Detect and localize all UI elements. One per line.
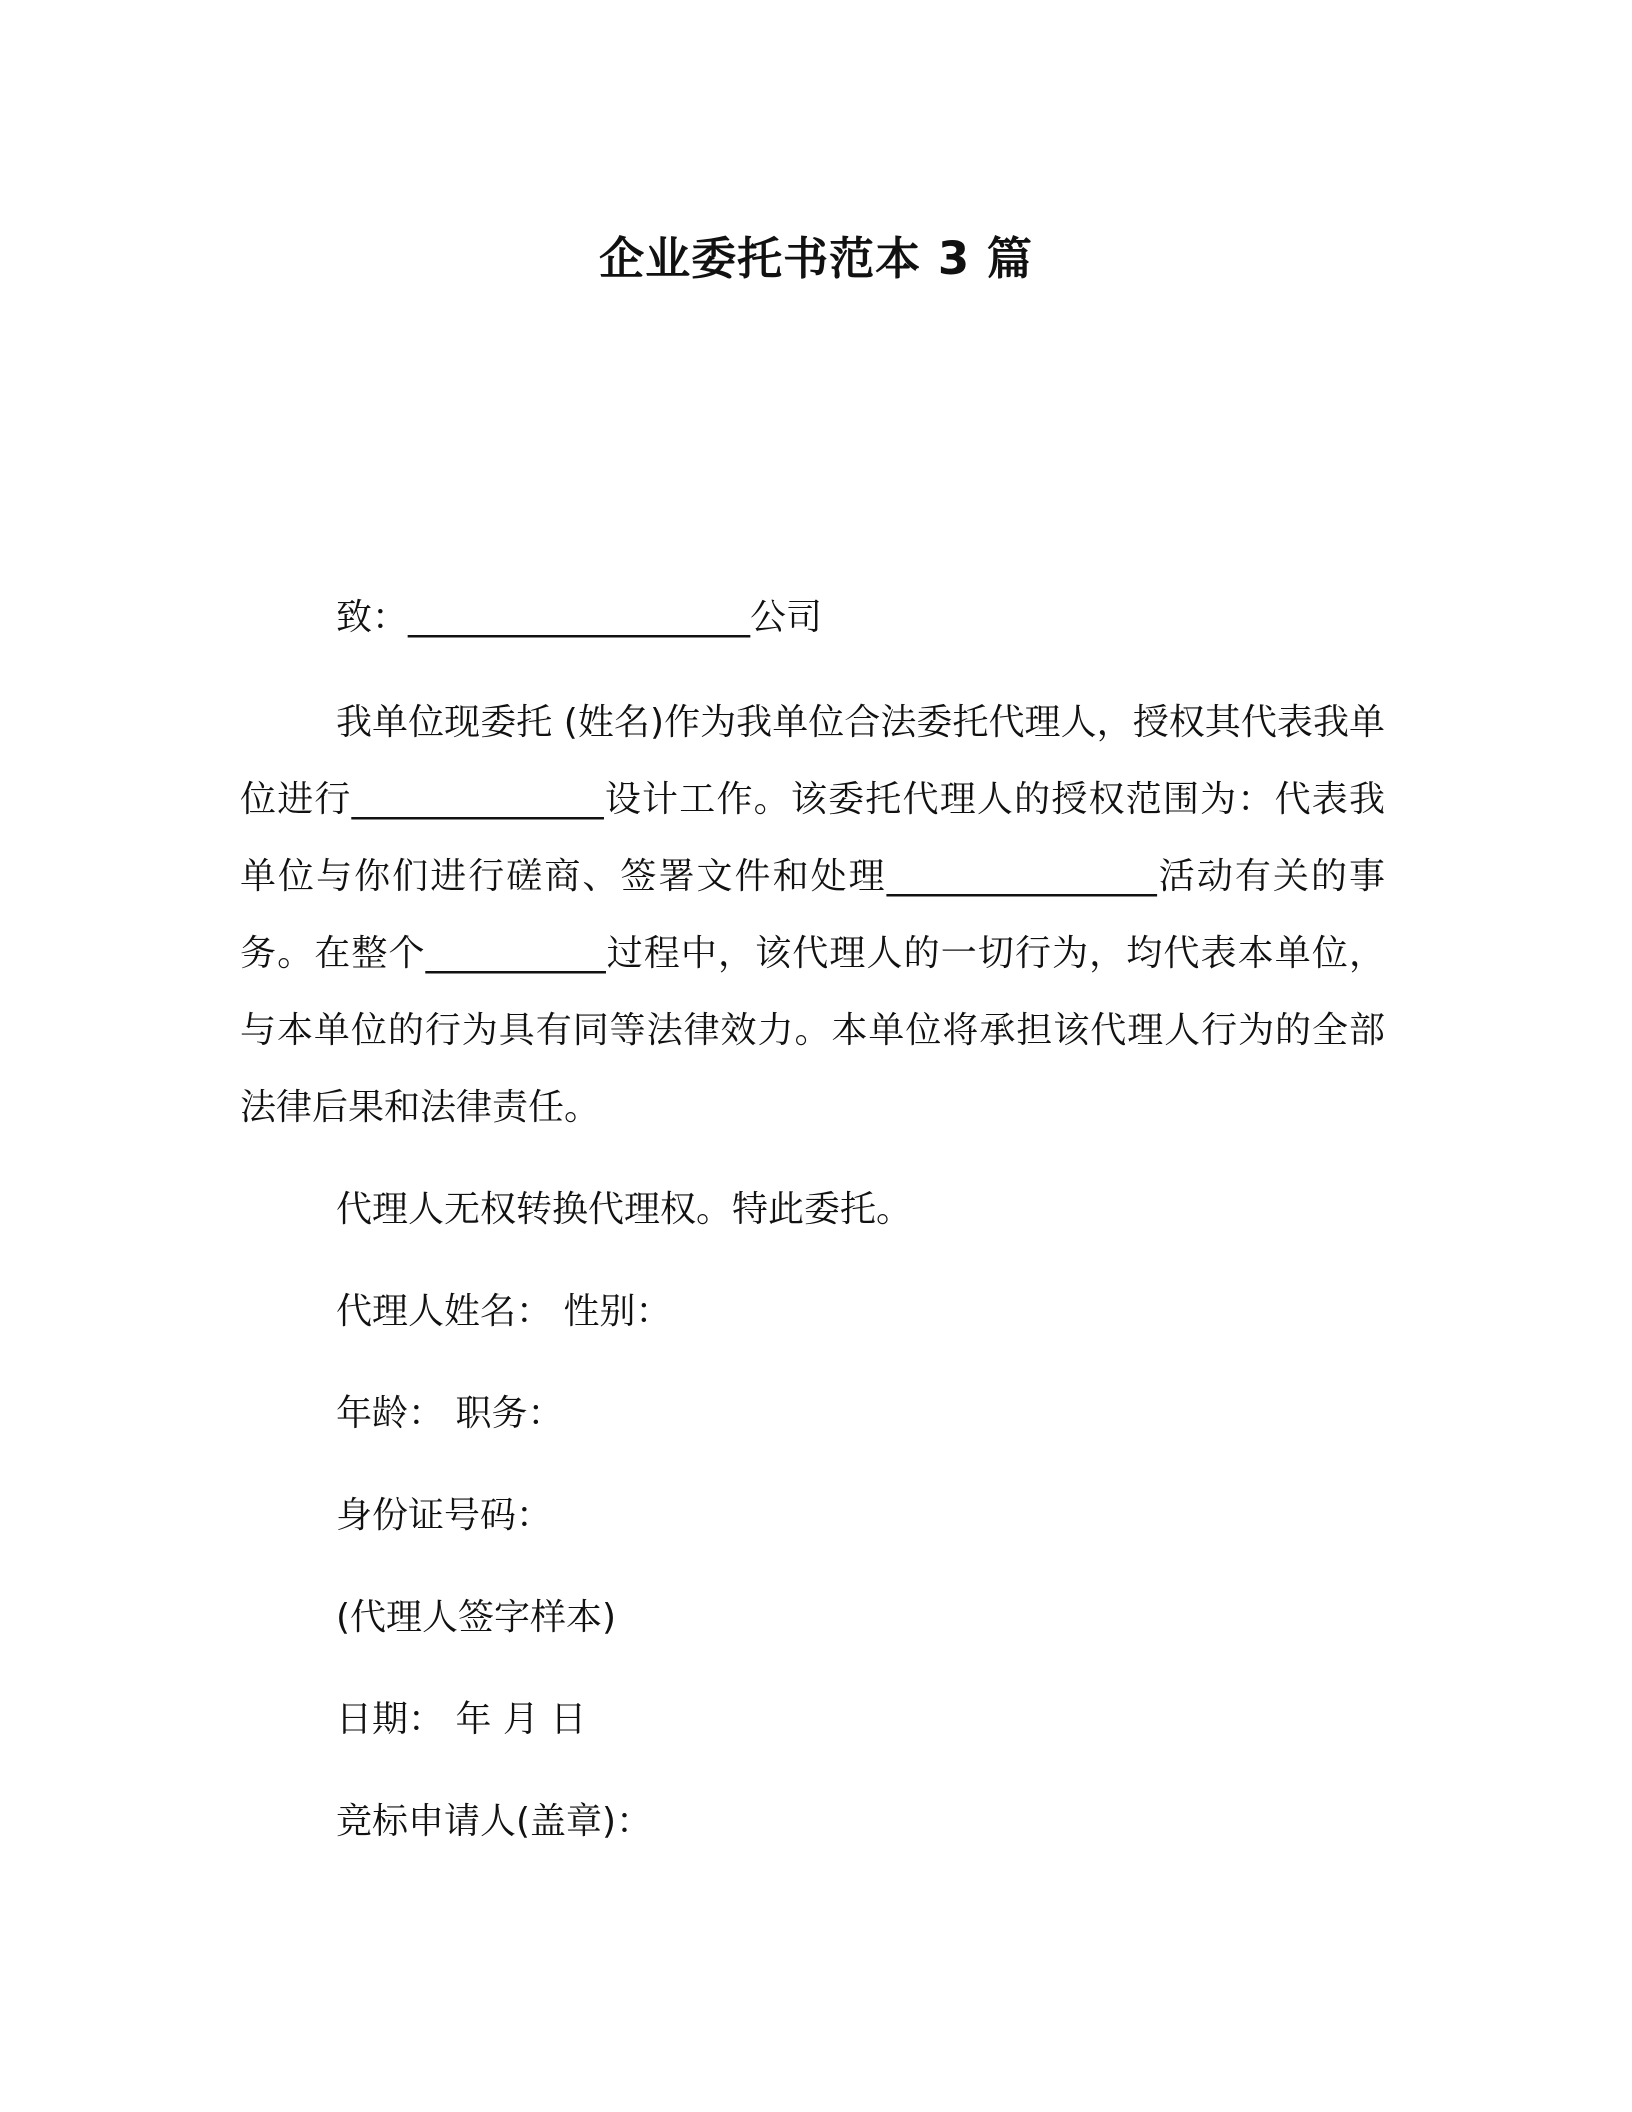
signature-sample-field: (代理人签字样本) — [336, 1597, 617, 1638]
age-position-field: 年龄： 职务： — [336, 1393, 564, 1434]
addressee-line: 致：___________________公司 — [336, 597, 823, 638]
date-field: 日期： 年 月 日 — [336, 1699, 587, 1740]
document-title: 企业委托书范本 3 篇 — [599, 232, 1033, 285]
main-paragraph: 我单位现委托 (姓名)作为我单位合法委托代理人，授权其代表我单位进行______________设计工作。该委托代理人的授权范围为：代表我单位与你们进行磋商、签署文件和处理_______________活动有关的事务。在整个__________过程中，该代理人的一切行为，均代表本单位，与本单位的行为具有同等法律效力。本单位将承担该代理人行为的全部法律后果和法律责任。 — [240, 702, 1385, 1128]
bidder-seal-field: 竞标申请人(盖章)： — [336, 1801, 653, 1842]
agent-name-gender-field: 代理人姓名： 性别： — [336, 1291, 672, 1332]
id-number-field: 身份证号码： — [336, 1495, 553, 1536]
no-transfer-statement: 代理人无权转换代理权。特此委托。 — [336, 1189, 913, 1230]
